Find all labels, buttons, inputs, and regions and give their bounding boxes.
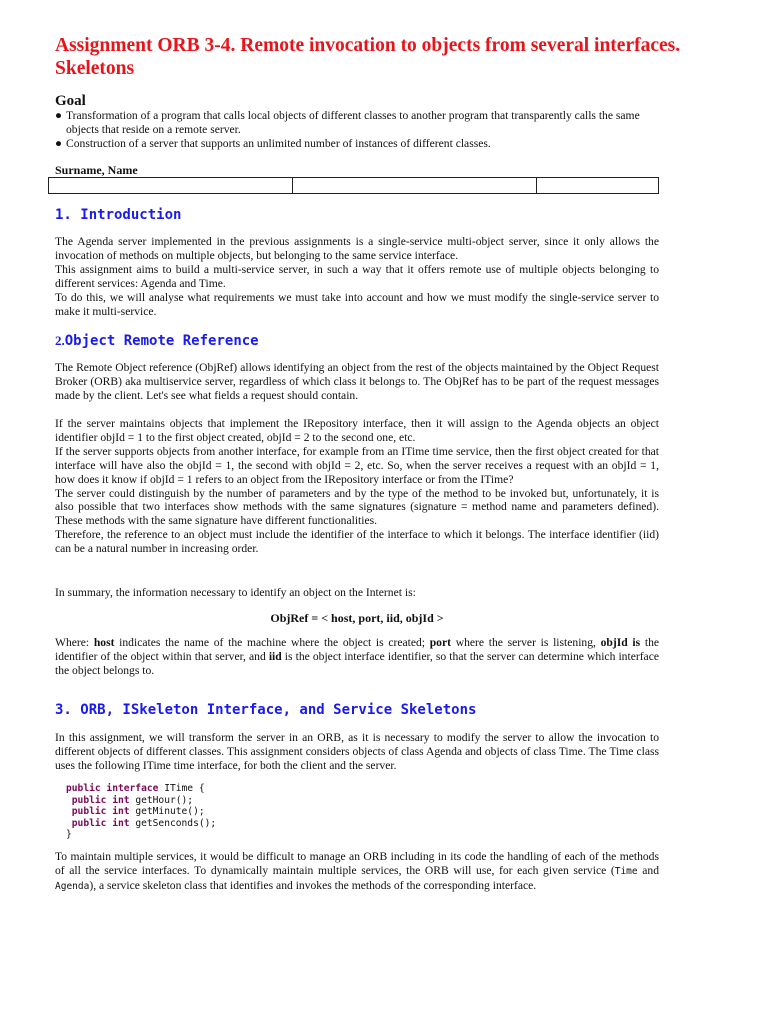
para-text: To maintain multiple services, it would be difficult to manage an ORB including in its code the handling of each of the methods of all the service interfaces. To dynamically maintain multiple services, the ORB will use, for each given service (: [55, 850, 659, 877]
objref-details: [55, 417, 659, 556]
intro-paragraph: This assignment aims to build a multi-service server, in such a way that it offers remote use of multiple objects belonging to different services: Agenda and Time.: [55, 262, 659, 290]
where-keyword: iid: [268, 649, 282, 663]
surname-label: Surname, Name: [55, 163, 138, 177]
intro-paragraph: To do this, we will analyse what requirements we must take into account and how we must modify the single-service server to make it multi-service.: [55, 290, 659, 318]
para-text: ), a service skeleton class that identifies and invokes the methods of the corresponding interface.: [89, 878, 537, 892]
code-line: public int getMinute();: [66, 806, 205, 817]
objref-paragraph: If the server maintains objects that implement the IRepository interface, then it will assign to the Agenda objects an object identifier objId = 1 to the first object created, objId = 2 to the second one, etc.: [55, 417, 659, 444]
goal-heading: Goal: [55, 93, 86, 109]
where-keyword: host: [93, 636, 115, 649]
goal-bullet: [55, 109, 661, 136]
code-line: }: [66, 829, 72, 840]
name-cell-3[interactable]: [537, 178, 659, 194]
objref-where-paragraph: [55, 636, 659, 678]
name-cell-1[interactable]: [49, 178, 293, 194]
where-text: the identifier of the object within that server, and: [55, 636, 660, 663]
objref-paragraph: Therefore, the reference to an object must include the identifier of the interface to which it belongs. The interface identifier (iid) can be a natural number in increasing order.: [55, 528, 659, 556]
para-text: and: [637, 863, 659, 877]
code-line: public int getSenconds();: [66, 817, 217, 829]
objref-paragraph: The server could distinguish by the number of parameters and by the type of the method to be invoked but, unfortunately, it is also possible that two interfaces show methods with the same signatures (signature = method name and parameters defined). These methods with the same signature have different functionalities.: [55, 486, 659, 528]
surname-name-table: [48, 177, 659, 194]
bullet-icon: ●: [55, 137, 63, 150]
orb-paragraph: In this assignment, we will transform the server in an ORB, as it is necessary to modify the server to allow the invocation to different objects of different classes. This assignment considers objects of class Agenda and objects of class Time. The Time class uses the following ITime time interface, for both the client and the server.: [55, 731, 659, 772]
section-number: 2.: [55, 333, 65, 348]
code-line: public int getHour();: [66, 794, 194, 806]
section-title: Object Remote Reference: [64, 333, 259, 349]
inline-code: Time: [614, 865, 638, 877]
inline-code: Agenda: [55, 880, 90, 892]
objref-paragraph: If the server supports objects from another interface, for example from an ITime time service, then the first object created for that interface will have also the objId = 1, the second with objId = 2, etc. So, when the server receives a request with an objId = 1, how does it know if objId = 1 refers to an object from the IRepository interface or from the ITime?: [55, 444, 659, 486]
objref-intro-paragraph: The Remote Object reference (ObjRef) allows identifying an object from the rest of the objects maintained by the Object Request Broker (ORB) aka multiservice server, regardless of which class it belongs to. The ObjRef has to be part of the request messages made by the client. Let's see what fields a request should contain.: [55, 361, 659, 402]
where-text: Where:: [55, 636, 94, 649]
itime-code-block: [66, 783, 216, 841]
goal-bullet-list: [55, 109, 661, 152]
where-text: indicates the name of the machine where the object is created;: [114, 636, 430, 649]
section-heading-orb-iskeleton: 3. ORB, ISkeleton Interface, and Service Skeletons: [55, 702, 477, 718]
section-heading-introduction: 1. Introduction: [55, 207, 182, 223]
goal-bullet: [55, 137, 661, 151]
objref-formula: ObjRef = < host, port, iid, objId >: [270, 611, 444, 625]
code-line: public interface ITime {: [66, 783, 205, 794]
page-title: Assignment ORB 3-4. Remote invocation to objects from several interfaces. Skeletons: [55, 35, 681, 79]
intro-paragraph: The Agenda server implemented in the previous assignments is a single-service multi-object server, since it only allows the invocation of methods on multiple objects, but belonging to the same service interface.: [55, 235, 659, 262]
where-text: where the server is listening,: [451, 636, 601, 649]
bullet-icon: ●: [55, 109, 63, 122]
where-keyword: port: [429, 636, 451, 649]
goal-bullet-text: Transformation of a program that calls local objects of different classes to another program that transparently calls the same objects that reside on a remote server.: [66, 109, 640, 136]
orb-skeleton-paragraph: [55, 850, 659, 894]
intro-text: [55, 235, 659, 318]
name-cell-2[interactable]: [293, 178, 537, 194]
section-heading-object-remote-reference: [55, 333, 259, 349]
objref-summary: In summary, the information necessary to identify an object on the Internet is:: [55, 586, 416, 599]
goal-bullet-text: Construction of a server that supports an unlimited number of instances of different classes.: [66, 137, 491, 150]
where-text: is the object interface identifier, so that the server can determine which interface the object belongs to.: [55, 649, 659, 677]
where-keyword: objId is: [600, 636, 641, 649]
